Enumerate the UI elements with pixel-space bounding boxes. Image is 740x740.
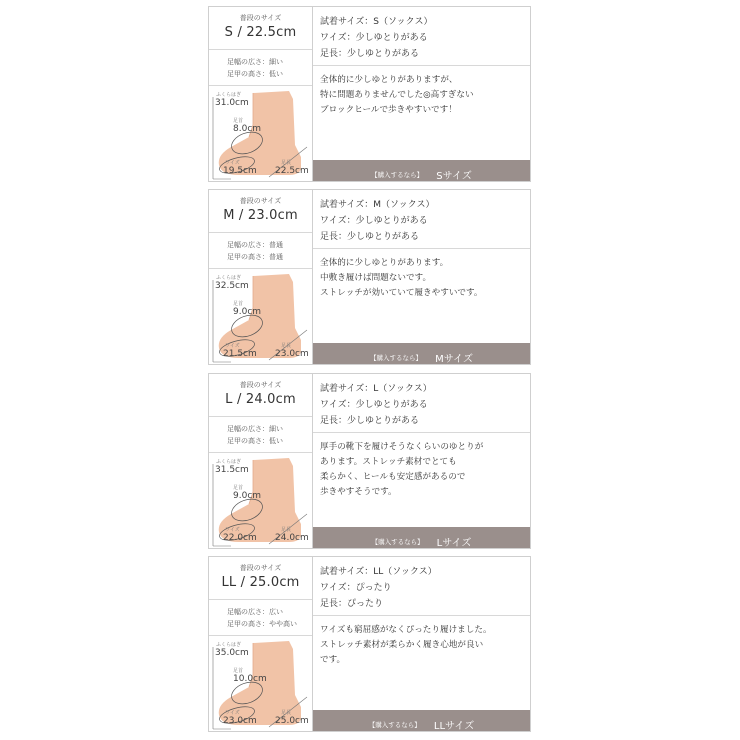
length-caption: 足長 [281,527,292,533]
usual-size-caption: 普段のサイズ [239,197,282,205]
comment-line: です。 [320,655,346,665]
usual-size-caption: 普段のサイズ [239,564,282,572]
trial-size-line: 試着サイズ：S（ソックス） [320,17,433,27]
length-value: 25.0cm [275,716,309,726]
wise-caption: ワイズ [225,710,240,716]
usual-size-value: M / 23.0cm [223,208,298,223]
comment-line: 中敷き履けば問題ないです。 [320,273,432,283]
review-panel [313,190,530,364]
ankle-caption: 足首 [233,668,244,674]
trial-wise-line: ワイズ：少しゆとりがある [320,216,428,226]
trial-size-block [313,557,530,616]
wise-value: 19.5cm [223,166,257,176]
calf-caption: ふくらはぎ [216,275,242,281]
instep-height-line: 足甲の高さ：やや高い [227,620,297,628]
ankle-caption: 足首 [233,301,244,307]
ankle-value: 8.0cm [233,124,262,134]
buy-prefix: 【購入するなら】 [371,538,424,546]
size-review-card [208,189,531,365]
length-caption: 足長 [281,343,292,349]
comment-line: ブロックヒールで歩きやすいです！ [320,105,457,115]
trial-size-line: 試着サイズ：LL（ソックス） [320,567,437,577]
wise-value: 23.0cm [223,716,257,726]
review-panel [313,7,530,181]
instep-height-line: 足甲の高さ：低い [227,70,283,78]
calf-caption: ふくらはぎ [216,642,242,648]
trial-size-line: 試着サイズ：M（ソックス） [320,200,435,210]
size-review-card [208,556,531,732]
length-value: 24.0cm [275,533,309,543]
comment-line: 全体的に少しゆとりがありますが、 [320,75,458,85]
calf-caption: ふくらはぎ [216,459,242,465]
ankle-value: 10.0cm [233,674,267,684]
buy-prefix: 【購入するなら】 [368,721,421,729]
usual-size-box [209,7,312,50]
usual-size-box [209,374,312,417]
trial-wise-line: ワイズ：少しゆとりがある [320,33,428,43]
usual-size-value: L / 24.0cm [225,392,296,407]
review-panel [313,557,530,731]
ankle-value: 9.0cm [233,307,262,317]
ankle-value: 9.0cm [233,491,262,501]
foot-illustration [209,268,312,364]
review-comment [320,440,528,500]
foot-shape-info [209,49,312,86]
tester-profile [209,557,313,731]
usual-size-box [209,190,312,233]
calf-value: 32.5cm [215,281,249,291]
tester-profile [209,190,313,364]
wise-caption: ワイズ [225,343,240,349]
buy-size-banner [313,710,530,731]
buy-size-label: Lサイズ [436,538,472,549]
usual-size-value: LL / 25.0cm [221,575,300,590]
usual-size-value: S / 22.5cm [224,25,297,40]
comment-line: 厚手の靴下を履けそうなくらいのゆとりが [320,442,484,452]
wise-value: 21.5cm [223,349,257,359]
comment-line: ストレッチ素材が柔らかく履き心地が良い [320,640,484,650]
trial-length-line: 足長：少しゆとりがある [320,416,420,426]
buy-prefix: 【購入するなら】 [371,171,424,179]
wise-caption: ワイズ [225,527,240,533]
trial-length-line: 足長：少しゆとりがある [320,232,420,242]
calf-value: 35.0cm [215,648,249,658]
comment-line: あります。ストレッチ素材でとても [320,457,457,467]
ankle-caption: 足首 [233,118,244,124]
comment-line: 歩きやすそうです。 [320,487,397,497]
trial-size-block [313,190,530,249]
instep-height-line: 足甲の高さ：普通 [227,253,283,261]
foot-illustration [209,635,312,731]
foot-illustration [209,85,312,181]
calf-value: 31.0cm [215,98,249,108]
buy-size-banner [313,527,530,548]
comment-line: 特に問題ありませんでした◎高すぎない [320,90,474,100]
foot-shape-info [209,416,312,453]
trial-wise-line: ワイズ：ぴったり [320,583,392,593]
calf-value: 31.5cm [215,465,249,475]
trial-size-line: 試着サイズ：L（ソックス） [320,384,432,394]
size-review-card [208,373,531,549]
buy-size-banner [313,343,530,364]
length-value: 23.0cm [275,349,309,359]
comment-line: 全体的に少しゆとりがあります。 [320,258,449,268]
comment-line: 柔らかく、ヒールも安定感があるので [320,472,466,482]
calf-caption: ふくらはぎ [216,92,242,98]
buy-size-label: LLサイズ [433,721,475,732]
review-comment [320,623,528,668]
instep-height-line: 足甲の高さ：低い [227,437,283,445]
size-review-card [208,6,531,182]
wise-caption: ワイズ [225,160,240,166]
buy-size-label: Sサイズ [436,171,472,182]
foot-illustration [209,452,312,548]
tester-profile [209,7,313,181]
tester-profile [209,374,313,548]
length-caption: 足長 [281,710,292,716]
usual-size-caption: 普段のサイズ [239,14,282,22]
usual-size-box [209,557,312,600]
trial-size-block [313,374,530,433]
trial-length-line: 足長：ぴったり [320,599,384,609]
usual-size-caption: 普段のサイズ [239,381,282,389]
foot-shape-info [209,232,312,269]
foot-shape-info [209,599,312,636]
review-panel [313,374,530,548]
buy-size-banner [313,160,530,181]
foot-width-line: 足幅の広さ：広い [227,608,283,616]
length-caption: 足長 [281,160,292,166]
foot-width-line: 足幅の広さ：細い [227,58,283,66]
comment-line: ストレッチが効いていて履きやすいです。 [320,288,483,298]
trial-size-block [313,7,530,66]
review-comment [320,73,528,118]
buy-prefix: 【購入するなら】 [370,354,423,362]
trial-wise-line: ワイズ：少しゆとりがある [320,400,428,410]
foot-width-line: 足幅の広さ：普通 [227,241,283,249]
length-value: 22.5cm [275,166,309,176]
ankle-caption: 足首 [233,485,244,491]
trial-length-line: 足長：少しゆとりがある [320,49,420,59]
wise-value: 22.0cm [223,533,257,543]
foot-width-line: 足幅の広さ：細い [227,425,283,433]
buy-size-label: Mサイズ [435,354,473,365]
review-comment [320,256,528,301]
comment-line: ワイズも窮屈感がなくぴったり履けました。 [320,625,492,635]
